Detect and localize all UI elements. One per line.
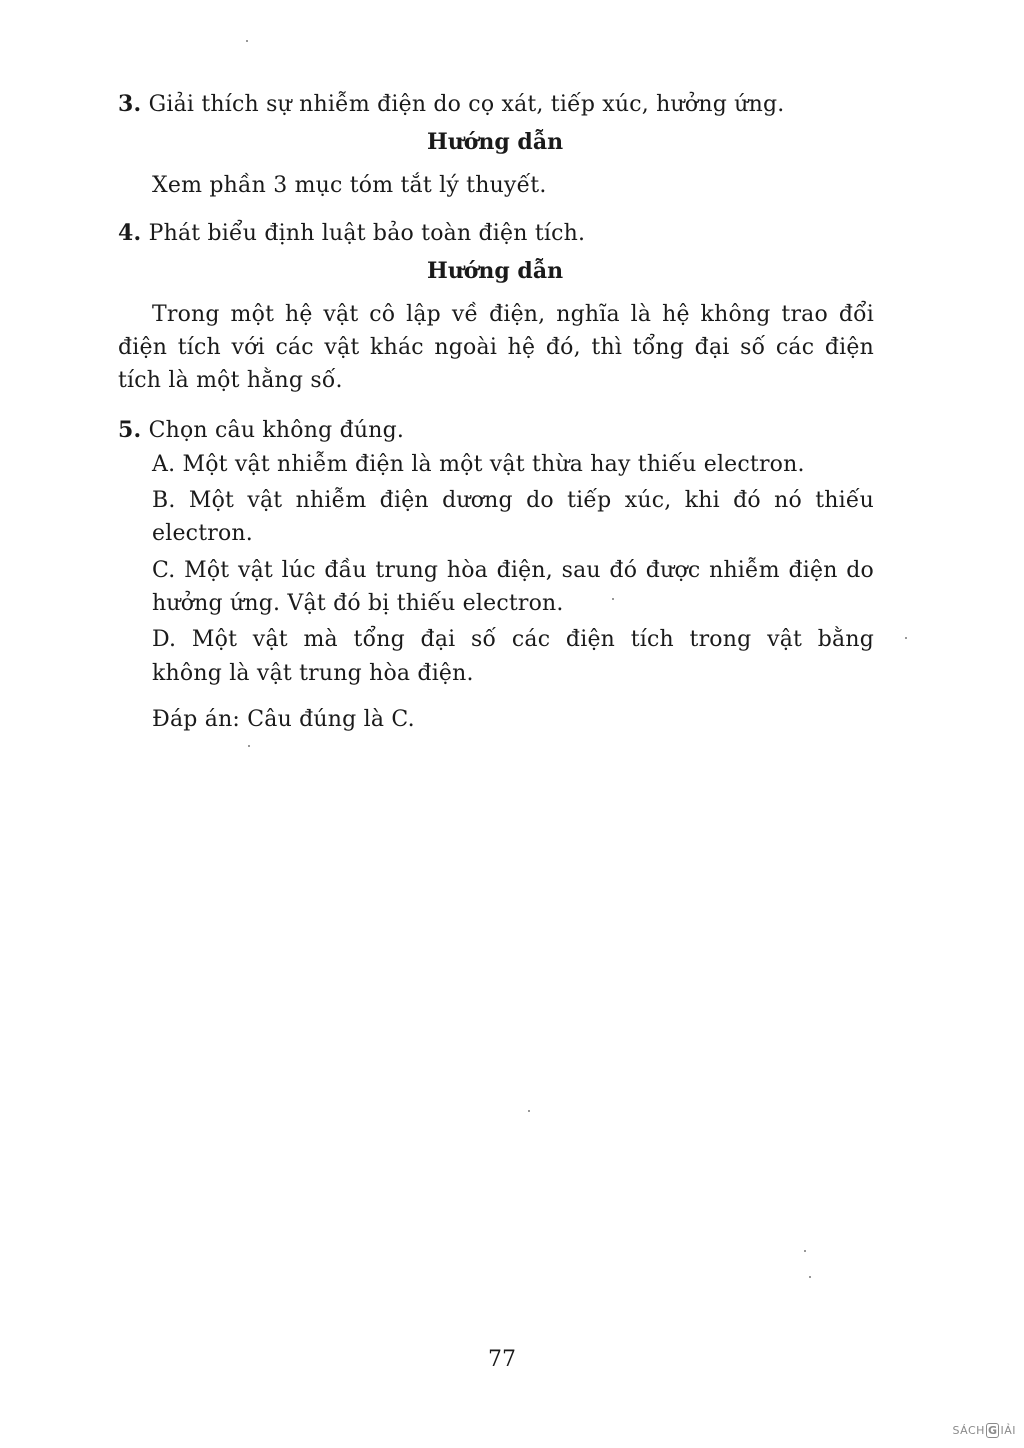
question-5-text: Chọn câu không đúng. (148, 418, 405, 443)
option-d-line-2: không là vật trung hòa điện. (152, 661, 474, 686)
question-4 (118, 218, 585, 249)
question-3-guide-heading: Hướng dẫn (426, 129, 564, 155)
option-b-line-2: electron. (152, 521, 253, 546)
watermark-left: SÁCH (952, 1424, 985, 1437)
option-c-line-1: C. Một vật lúc đầu trung hòa điện, sau đó được nhiễm điện do (152, 558, 874, 583)
question-4-guide-heading: Hướng dẫn (426, 258, 564, 284)
question-3-number: 3. (118, 91, 142, 117)
scan-speck (612, 598, 614, 600)
option-a: A. Một vật nhiễm điện là một vật thừa hay thiếu electron. (152, 452, 805, 477)
question-3-answer: Xem phần 3 mục tóm tắt lý thuyết. (152, 173, 547, 198)
question-4-answer-line-1: Trong một hệ vật cô lập về điện, nghĩa là hệ không trao đổi (152, 302, 874, 327)
question-5 (118, 415, 404, 446)
question-4-number: 4. (118, 220, 142, 246)
option-d-line-1: D. Một vật mà tổng đại số các điện tích trong vật bằng (152, 627, 874, 652)
page-number: 77 (488, 1347, 516, 1372)
scan-speck (528, 1110, 530, 1112)
question-5-number: 5. (118, 417, 142, 443)
option-b-line-1: B. Một vật nhiễm điện dương do tiếp xúc, khi đó nó thiếu (152, 488, 874, 513)
option-c-line-2: hưởng ứng. Vật đó bị thiếu electron. (152, 591, 564, 616)
scan-speck (809, 1276, 811, 1278)
watermark-box-letter: G (987, 1424, 998, 1437)
question-4-answer-line-2: điện tích với các vật khác ngoài hệ đó, thì tổng đại số các điện (118, 335, 874, 360)
question-5-answer: Đáp án: Câu đúng là C. (152, 707, 415, 732)
scan-speck (905, 637, 907, 639)
publisher-watermark (952, 1423, 1016, 1438)
question-3-text: Giải thích sự nhiễm điện do cọ xát, tiếp xúc, hưởng ứng. (148, 92, 785, 117)
scan-speck (804, 1250, 806, 1252)
watermark-right: IẢI (1000, 1424, 1016, 1437)
question-4-text: Phát biểu định luật bảo toàn điện tích. (148, 221, 586, 246)
question-4-answer-line-3: tích là một hằng số. (118, 368, 343, 393)
scan-speck (248, 745, 250, 747)
scan-speck (246, 40, 248, 42)
question-3 (118, 89, 784, 120)
